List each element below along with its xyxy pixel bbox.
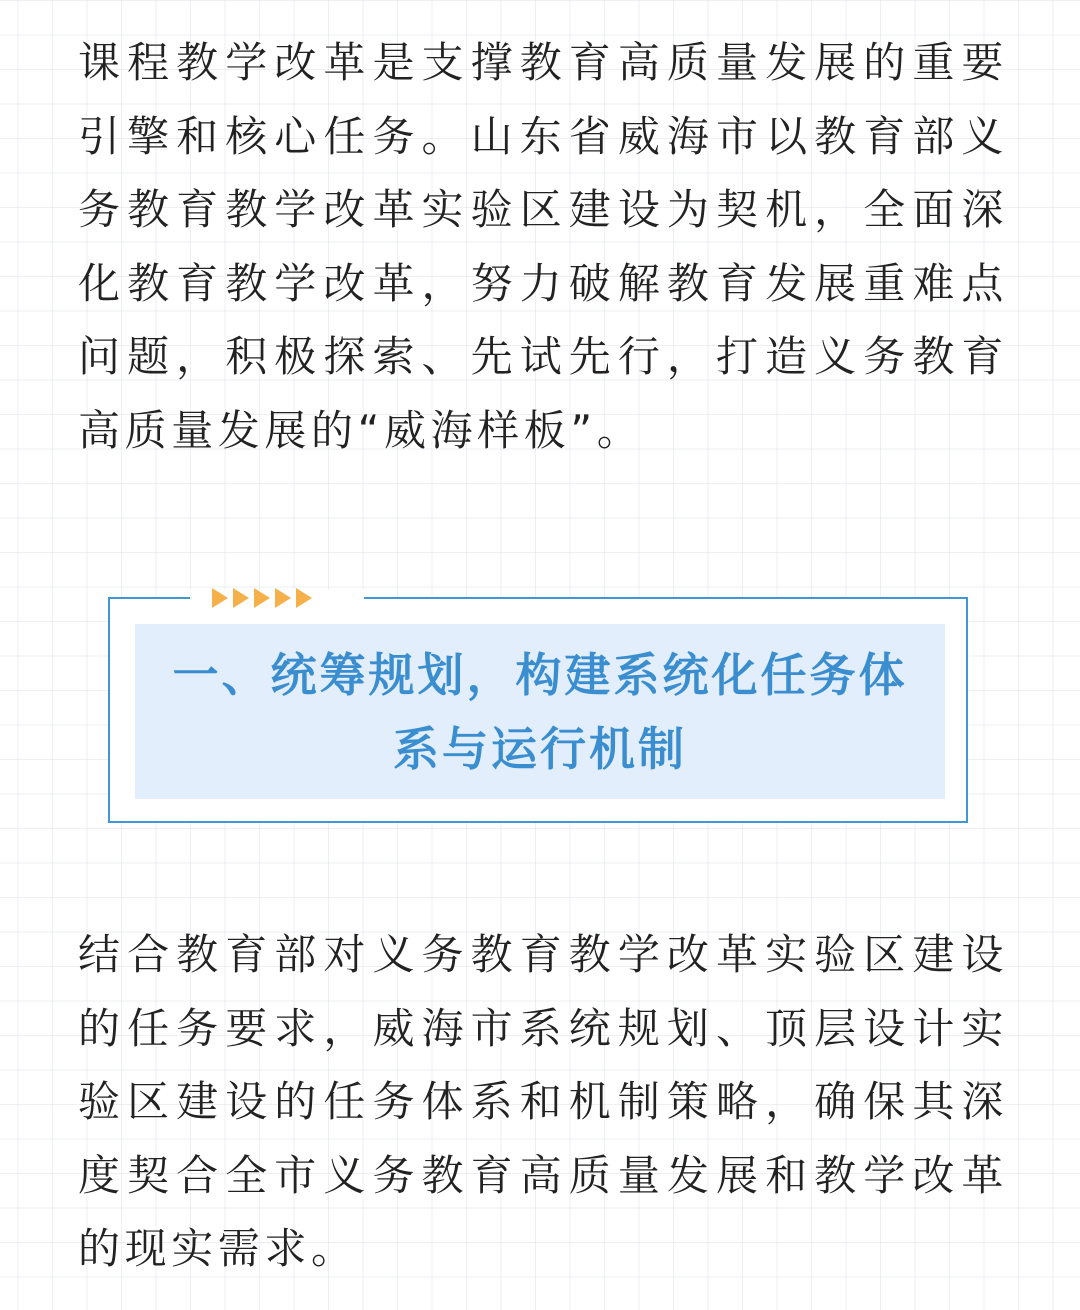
arrow-right-icon bbox=[296, 588, 312, 608]
decorative-arrows bbox=[212, 585, 312, 611]
arrow-right-icon bbox=[254, 588, 270, 608]
intro-paragraph: 课程教学改革是支撑教育高质量发展的重要引擎和核心任务。山东省威海市以教育部义务教育教学改革实验区建设为契机，全面深化教育教学改革，努力破解教育发展重难点问题，积极探索、先试先行，打造义务教育高质量发展的“威海样板”。 bbox=[78, 38, 1008, 455]
arrow-right-icon bbox=[233, 588, 249, 608]
section-heading: 一、统筹规划，构建系统化任务体系与运行机制 bbox=[172, 647, 908, 776]
body-paragraph: 结合教育部对义务教育教学改革实验区建设的任务要求，威海市系统规划、顶层设计实验区建设的任务体系和机制策略，确保其深度契合全市义务教育高质量发展和教学改革的现实需求。 bbox=[78, 930, 1008, 1273]
arrow-right-icon bbox=[275, 588, 291, 608]
arrow-right-icon bbox=[212, 588, 228, 608]
section-heading-panel bbox=[135, 624, 945, 799]
